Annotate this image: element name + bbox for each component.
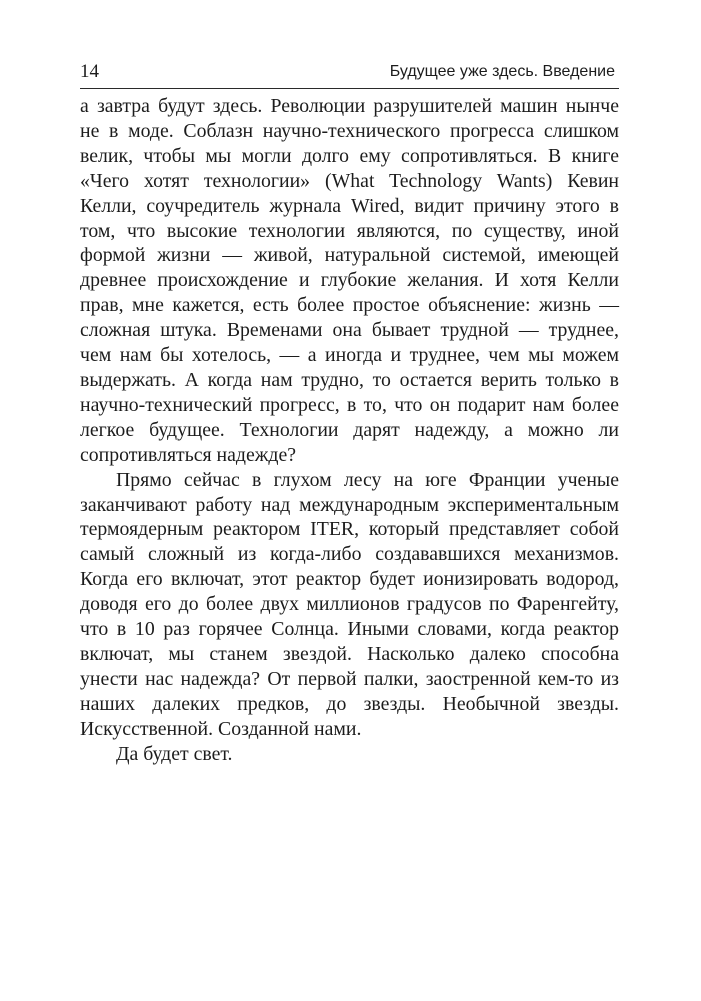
paragraph-let-there-be-light: Да будет свет. [116, 742, 233, 765]
paragraph-iter-reactor: Прямо сейчас в глухом лесу на юге Франции ученые заканчивают работу над международным экспериментальным термоядерным реактором ITER, который представляет собой самый сложный из когда-либо создававшихся механизмов. Когда его включат, этот реактор будет ионизировать водород, доводя его до более двух миллионов градусов по Фаренгейту, что в 10 раз горячее Солнца. Иными словами, когда реактор включат, мы станем звездой. Насколько далеко способна унести нас надежда? От первой палки, заостренной кем-то из наших далеких предков, до звезды. Необычной звезды. Искусственной. Созданной нами. [80, 468, 619, 740]
running-title: Будущее уже здесь. Введение [389, 63, 615, 80]
running-head [80, 60, 619, 89]
paragraph-continuation: а завтра будут здесь. Революции разрушителей машин нынче не в моде. Соблазн научно-технического прогресса слишком велик, чтобы мы могли долго ему сопротивляться. В книге «Чего хотят технологии» (What Technology Wants) Кевин Келли, соучредитель журнала Wired, видит причину этого в том, что высокие технологии являются, по существу, иной формой жизни — живой, натуральной системой, имеющей древнее происхождение и глубокие желания. И хотя Келли прав, мне кажется, есть более простое объяснение: жизнь — сложная штука. Временами она бывает трудной — труднее, чем нам бы хотелось, — а иногда и труднее, чем мы можем выдержать. А когда нам трудно, то остается верить только в научно-технический прогресс, в то, что он подарит нам более легкое будущее. Технологии дарят надежду, а можно ли сопротивляться надежде? [80, 95, 619, 466]
page-number: 14 [80, 61, 99, 82]
body-text [80, 94, 619, 766]
